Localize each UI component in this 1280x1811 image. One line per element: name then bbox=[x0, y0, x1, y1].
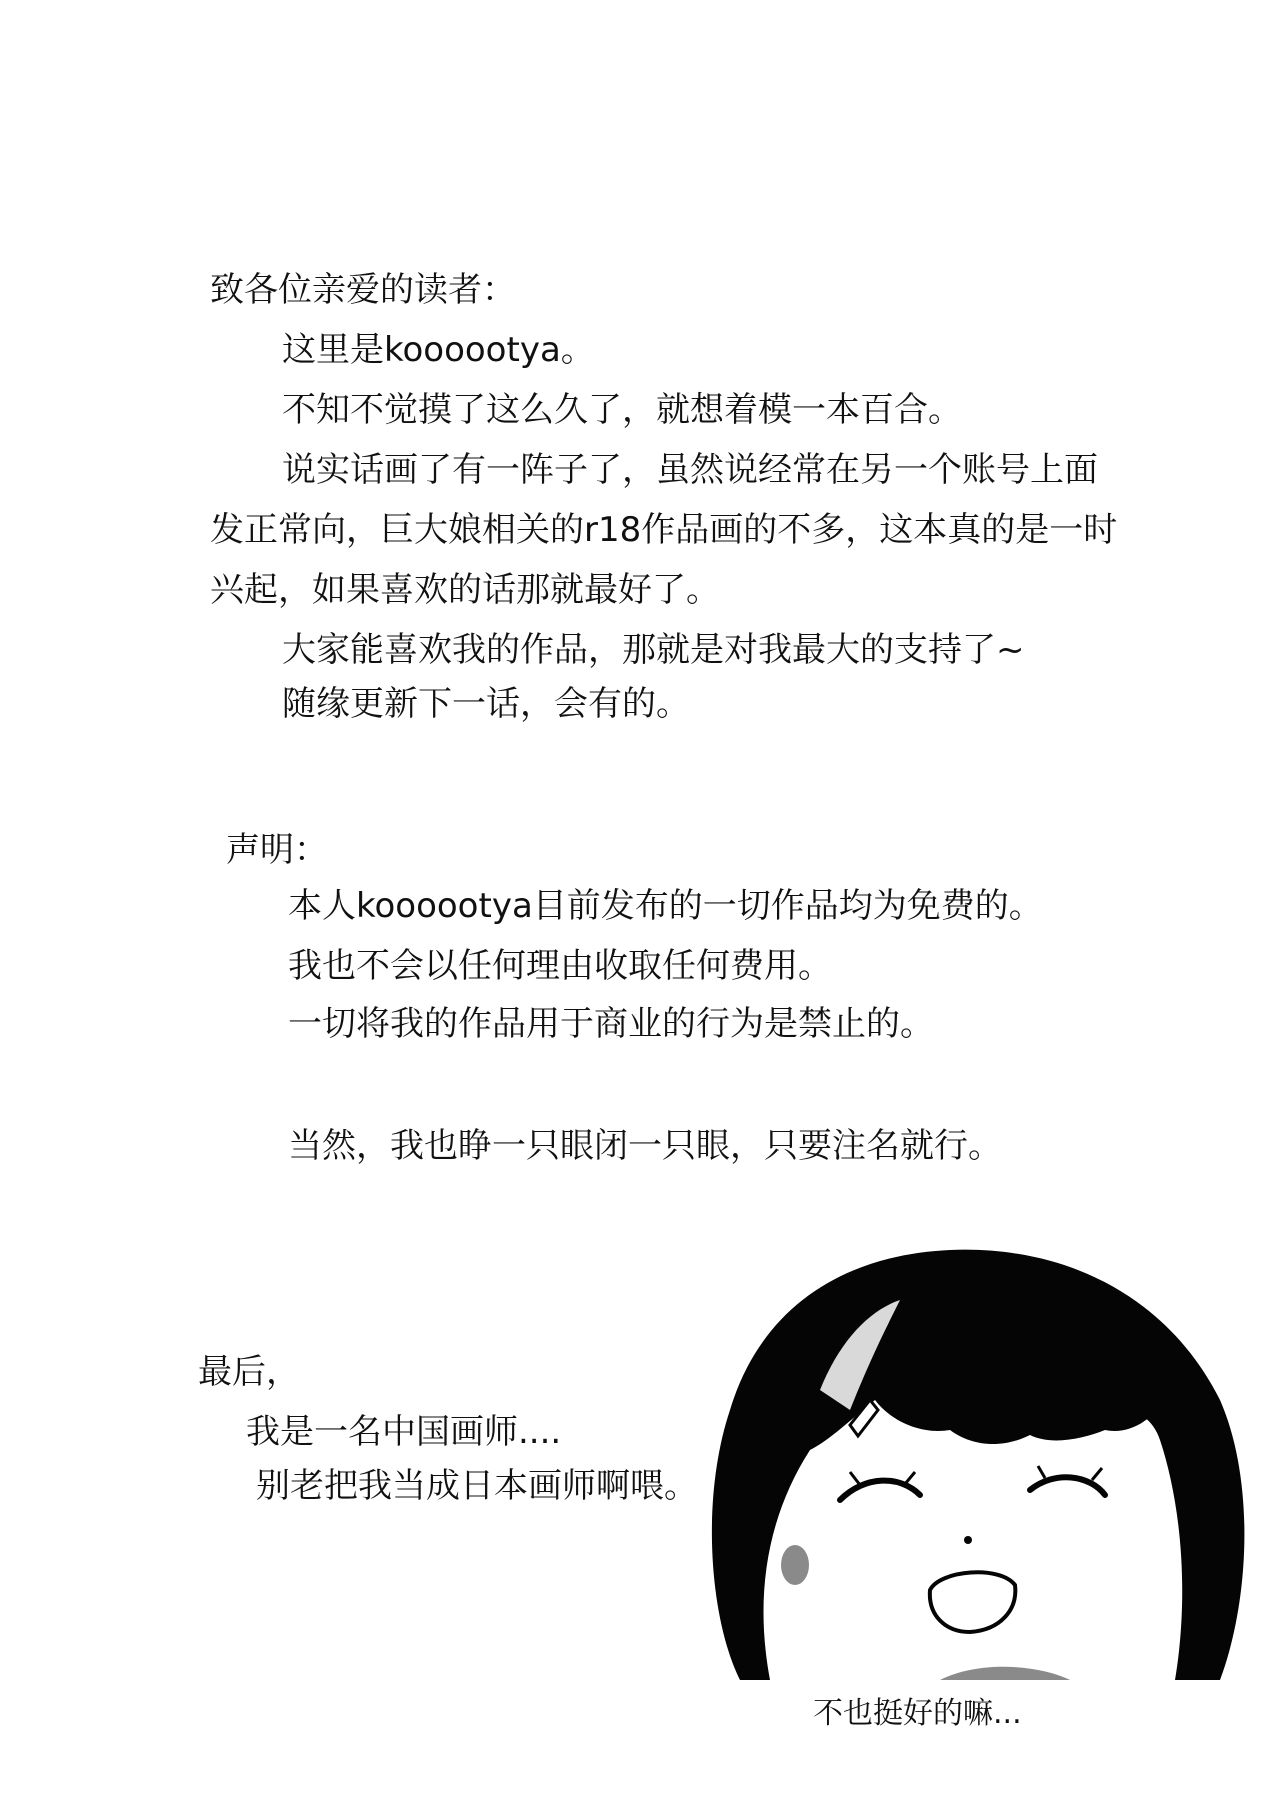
letter-line: 大家能喜欢我的作品，那就是对我最大的支持了~ bbox=[282, 630, 1025, 670]
letter-line: 说实话画了有一阵子了，虽然说经常在另一个账号上面 bbox=[282, 450, 1098, 490]
illustration-caption: 不也挺好的嘛... bbox=[813, 1696, 1022, 1731]
closing-line: 我是一名中国画师.... bbox=[246, 1412, 562, 1452]
letter-line: 随缘更新下一话，会有的。 bbox=[282, 684, 690, 724]
letter-line: 不知不觉摸了这么久了，就想着模一本百合。 bbox=[282, 390, 962, 430]
nose-dot bbox=[964, 1536, 972, 1544]
statement-line: 当然，我也睁一只眼闭一只眼，只要注名就行。 bbox=[288, 1126, 1002, 1166]
statement-title: 声明： bbox=[226, 830, 328, 870]
statement-line: 我也不会以任何理由收取任何费用。 bbox=[288, 946, 832, 986]
letter-line: 这里是koooootya。 bbox=[282, 330, 595, 370]
cheek-shade bbox=[781, 1545, 809, 1585]
letter-line: 发正常向，巨大娘相关的r18作品画的不多，这本真的是一时 bbox=[210, 510, 1118, 550]
letter-greeting: 致各位亲爱的读者： bbox=[210, 270, 516, 310]
statement-line: 本人koooootya目前发布的一切作品均为免费的。 bbox=[288, 886, 1043, 926]
statement-line: 一切将我的作品用于商业的行为是禁止的。 bbox=[288, 1004, 934, 1044]
closing-line: 别老把我当成日本画师啊喂。 bbox=[256, 1466, 698, 1506]
closing-title: 最后， bbox=[198, 1352, 300, 1392]
letter-line: 兴起，如果喜欢的话那就最好了。 bbox=[210, 570, 720, 610]
smiling-girl-illustration bbox=[700, 1240, 1260, 1690]
